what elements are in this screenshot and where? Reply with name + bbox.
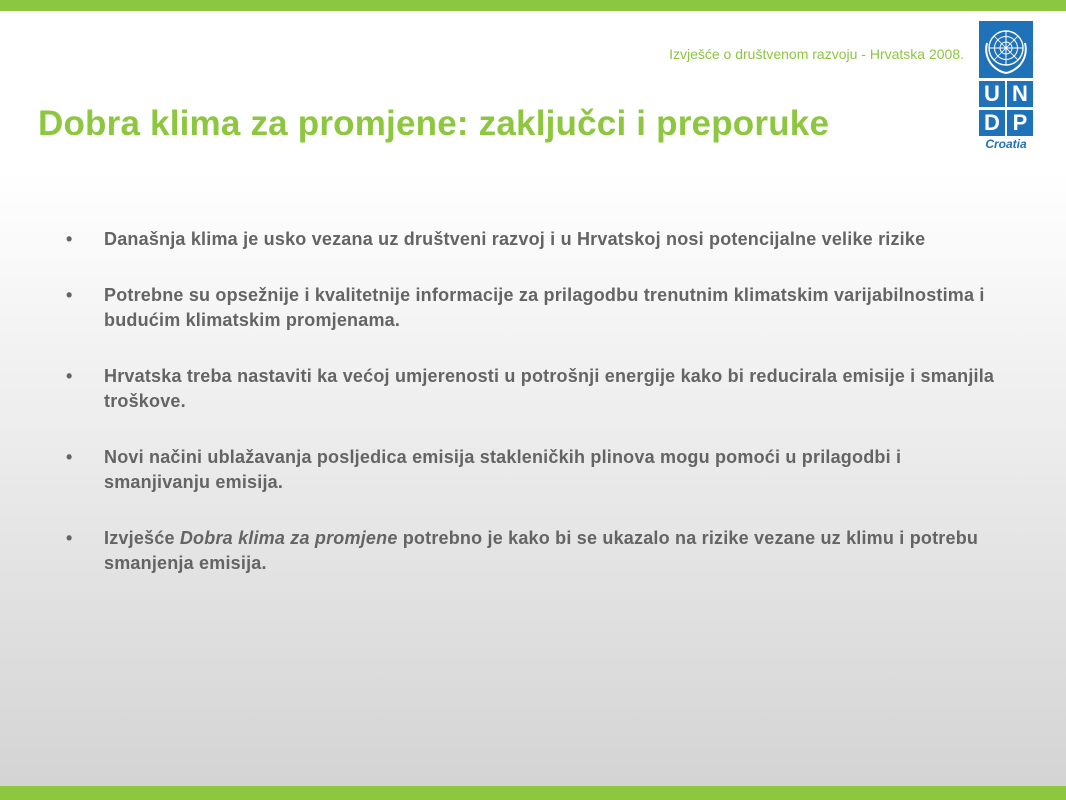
bullet-marker: • bbox=[66, 229, 73, 249]
undp-logo bbox=[976, 21, 1036, 151]
bullet-list bbox=[66, 227, 1006, 607]
bullet-item bbox=[66, 283, 1006, 333]
slide-title: Dobra klima za promjene: zaključci i preporuke bbox=[38, 104, 830, 143]
bullet-item bbox=[66, 364, 1006, 414]
bottom-accent-bar bbox=[0, 786, 1066, 800]
bullet-text-post: potrebno je kako bi se ukazalo na rizike vezane uz klimu i potrebu smanjenja emisija. bbox=[104, 528, 979, 573]
bullet-text: Potrebne su opsežnije i kvalitetnije informacije za prilagodbu trenutnim klimatskim varijabilnostima i budućim klimatskim promjenama. bbox=[104, 285, 985, 330]
bullet-text: Današnja klima je usko vezana uz društveni razvoj i u Hrvatskoj nosi potencijalne velike rizike bbox=[104, 229, 926, 249]
bullet-marker: • bbox=[66, 285, 73, 305]
bullet-marker: • bbox=[66, 366, 73, 386]
report-subtitle: Izvješće o društvenom razvoju - Hrvatska 2008. bbox=[669, 46, 964, 62]
bullet-item bbox=[66, 526, 1006, 576]
bullet-marker: • bbox=[66, 447, 73, 467]
report-title-italic: Dobra klima za promjene bbox=[179, 528, 398, 548]
logo-letter-d: D bbox=[979, 110, 1005, 136]
top-accent-bar bbox=[0, 0, 1066, 11]
logo-letter-u: U bbox=[979, 81, 1005, 107]
bullet-item bbox=[66, 445, 1006, 495]
bullet-text: Hrvatska treba nastaviti ka većoj umjerenosti u potrošnji energije kako bi reducirala emisije i smanjila troškove. bbox=[104, 366, 995, 411]
logo-country: Croatia bbox=[985, 137, 1027, 151]
bullet-text: Novi načini ublažavanja posljedica emisija stakleničkih plinova mogu pomoći u prilagodbi i smanjivanju emisija. bbox=[104, 447, 902, 492]
bullet-marker: • bbox=[66, 528, 73, 548]
logo-letter-p: P bbox=[1007, 110, 1033, 136]
bullet-text-pre: Izvješće bbox=[104, 528, 180, 548]
un-emblem-icon bbox=[979, 21, 1033, 78]
bullet-item bbox=[66, 227, 1006, 252]
bullet-text bbox=[104, 528, 978, 573]
logo-letter-n: N bbox=[1007, 81, 1033, 107]
